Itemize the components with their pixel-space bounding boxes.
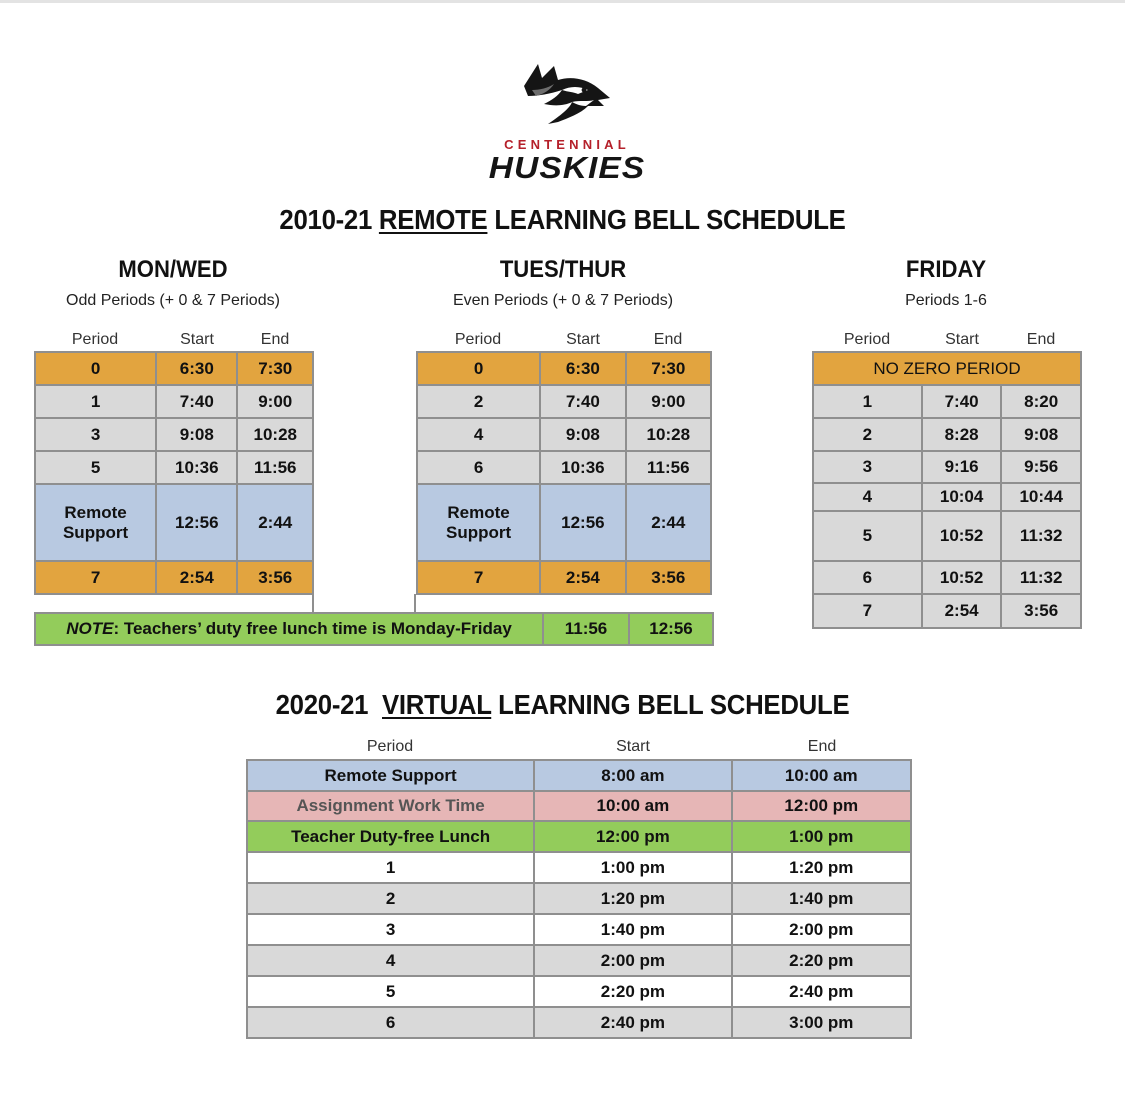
monwed-col-period: Period (71, 331, 119, 348)
remote-support-line1: Remote (447, 502, 510, 522)
period-cell: Assignment Work Time (247, 791, 534, 821)
start-cell: 2:40 pm (534, 1007, 731, 1038)
remote-title-underlined: REMOTE (378, 204, 488, 235)
friday-col-start: Start (945, 331, 979, 348)
top-border (0, 0, 1125, 3)
table-row (813, 352, 1081, 385)
period-cell: 4 (247, 945, 534, 976)
table-row (35, 418, 313, 451)
table-row (813, 594, 1081, 628)
start-cell: 8:00 am (534, 760, 731, 791)
tuesthur-col-end: End (653, 331, 683, 348)
table-row (417, 484, 711, 561)
period-cell: 4 (813, 483, 922, 511)
note-label: NOTE (66, 619, 114, 638)
end-cell: 2:00 pm (732, 914, 911, 945)
logo-mascot-name: HUSKIES (488, 150, 646, 185)
table-row (417, 561, 711, 594)
end-cell: 10:44 (1001, 483, 1081, 511)
virtual-col-period: Period (366, 738, 414, 755)
remote-title-prefix: 2010-21 (279, 204, 379, 235)
end-cell: 2:44 (626, 484, 711, 561)
start-cell: 7:40 (156, 385, 237, 418)
lunch-note-start: 11:56 (543, 613, 629, 645)
end-cell: 10:28 (237, 418, 313, 451)
logo-school-name: CENTENNIAL (504, 137, 630, 152)
period-cell: 0 (35, 352, 156, 385)
tuesthur-col-period: Period (454, 331, 502, 348)
table-row (35, 352, 313, 385)
end-cell: 7:30 (626, 352, 711, 385)
virtual-table (246, 759, 912, 1039)
virtual-title-prefix: 2020-21 (275, 689, 383, 720)
note-body: : Teachers’ duty free lunch time is Monday-Friday (113, 619, 512, 638)
remote-support-line2: Support (62, 522, 129, 542)
end-cell: 10:28 (626, 418, 711, 451)
tuesthur-table (416, 351, 712, 595)
table-row (813, 451, 1081, 483)
school-logo (462, 60, 672, 185)
end-cell: 3:56 (626, 561, 711, 594)
end-cell: 9:56 (1001, 451, 1081, 483)
period-cell: 5 (813, 511, 922, 561)
end-cell: 9:00 (626, 385, 711, 418)
tuesthur-col-start: Start (566, 331, 600, 348)
table-row (813, 483, 1081, 511)
end-cell: 2:40 pm (732, 976, 911, 1007)
remote-support-line2: Support (446, 522, 512, 542)
table-row (35, 385, 313, 418)
period-cell: 3 (247, 914, 534, 945)
period-cell: 1 (247, 852, 534, 883)
table-row (813, 561, 1081, 594)
start-cell: 2:54 (156, 561, 237, 594)
divider-line (312, 594, 314, 612)
virtual-col-start: Start (616, 738, 650, 755)
monwed-col-end: End (260, 331, 290, 348)
period-cell: 3 (35, 418, 156, 451)
period-cell: Teacher Duty-free Lunch (247, 821, 534, 852)
end-cell: 12:00 pm (732, 791, 911, 821)
end-cell: 11:56 (237, 451, 313, 484)
start-cell: 12:56 (540, 484, 625, 561)
start-cell: 1:40 pm (534, 914, 731, 945)
start-cell: 7:40 (922, 385, 1002, 418)
start-cell: 10:52 (922, 511, 1002, 561)
no-zero-period-cell: NO ZERO PERIOD (813, 352, 1081, 385)
table-row (247, 1007, 911, 1038)
period-cell: 0 (417, 352, 540, 385)
start-cell: 2:20 pm (534, 976, 731, 1007)
period-cell: 1 (813, 385, 922, 418)
period-cell: 7 (813, 594, 922, 628)
virtual-title-suffix: LEARNING BELL SCHEDULE (491, 689, 850, 720)
virtual-schedule-title (45, 689, 1080, 721)
end-cell: 1:00 pm (732, 821, 911, 852)
table-row (247, 883, 911, 914)
friday-col-end: End (1026, 331, 1056, 348)
remote-schedule-title (45, 204, 1080, 236)
friday-subheading: Periods 1-6 (905, 292, 987, 309)
period-cell: 1 (35, 385, 156, 418)
period-cell (417, 484, 540, 561)
lunch-note-row (34, 612, 714, 644)
start-cell: 10:36 (540, 451, 625, 484)
friday-table (812, 351, 1082, 629)
end-cell: 9:00 (237, 385, 313, 418)
table-row (813, 418, 1081, 451)
table-row (417, 352, 711, 385)
table-row (417, 451, 711, 484)
end-cell: 10:00 am (732, 760, 911, 791)
start-cell: 12:56 (156, 484, 237, 561)
start-cell: 12:00 pm (534, 821, 731, 852)
period-cell: 2 (813, 418, 922, 451)
monwed-heading: MON/WED (118, 256, 228, 283)
start-cell: 10:00 am (534, 791, 731, 821)
table-row (247, 914, 911, 945)
start-cell: 10:52 (922, 561, 1002, 594)
end-cell: 2:44 (237, 484, 313, 561)
tuesthur-subheading: Even Periods (+ 0 & 7 Periods) (452, 292, 674, 309)
end-cell: 11:32 (1001, 561, 1081, 594)
tuesthur-heading: TUES/THUR (499, 256, 627, 283)
end-cell: 11:56 (626, 451, 711, 484)
end-cell: 8:20 (1001, 385, 1081, 418)
start-cell: 2:54 (922, 594, 1002, 628)
end-cell: 1:20 pm (732, 852, 911, 883)
start-cell: 1:00 pm (534, 852, 731, 883)
remote-title-suffix: LEARNING BELL SCHEDULE (487, 204, 846, 235)
start-cell: 9:08 (540, 418, 625, 451)
period-cell: 7 (417, 561, 540, 594)
table-row (813, 511, 1081, 561)
period-cell: 5 (35, 451, 156, 484)
table-row (247, 852, 911, 883)
end-cell: 3:00 pm (732, 1007, 911, 1038)
table-row (417, 418, 711, 451)
remote-support-line1: Remote (64, 502, 127, 522)
table-row (35, 561, 313, 594)
period-cell: Remote Support (247, 760, 534, 791)
table-row (247, 945, 911, 976)
period-cell: 2 (417, 385, 540, 418)
start-cell: 9:08 (156, 418, 237, 451)
start-cell: 6:30 (156, 352, 237, 385)
period-cell: 6 (417, 451, 540, 484)
end-cell: 3:56 (1001, 594, 1081, 628)
table-row (247, 791, 911, 821)
end-cell: 9:08 (1001, 418, 1081, 451)
period-cell: 7 (35, 561, 156, 594)
table-row (813, 385, 1081, 418)
end-cell: 1:40 pm (732, 883, 911, 914)
table-row (35, 451, 313, 484)
period-cell: 2 (247, 883, 534, 914)
virtual-col-end: End (807, 738, 837, 755)
table-row (417, 385, 711, 418)
start-cell: 8:28 (922, 418, 1002, 451)
friday-col-period: Period (843, 331, 891, 348)
start-cell: 7:40 (540, 385, 625, 418)
table-row (247, 760, 911, 791)
lunch-note-text (35, 613, 543, 645)
end-cell: 11:32 (1001, 511, 1081, 561)
table-row (247, 821, 911, 852)
husky-head-icon (518, 60, 614, 126)
start-cell: 9:16 (922, 451, 1002, 483)
table-row (35, 484, 313, 561)
start-cell: 10:36 (156, 451, 237, 484)
divider-line (414, 594, 416, 612)
table-row (247, 976, 911, 1007)
end-cell: 3:56 (237, 561, 313, 594)
period-cell (35, 484, 156, 561)
monwed-table (34, 351, 314, 595)
period-cell: 6 (813, 561, 922, 594)
start-cell: 10:04 (922, 483, 1002, 511)
friday-heading: FRIDAY (905, 256, 987, 283)
start-cell: 2:54 (540, 561, 625, 594)
start-cell: 6:30 (540, 352, 625, 385)
end-cell: 7:30 (237, 352, 313, 385)
end-cell: 2:20 pm (732, 945, 911, 976)
period-cell: 4 (417, 418, 540, 451)
lunch-note-end: 12:56 (629, 613, 713, 645)
period-cell: 3 (813, 451, 922, 483)
period-cell: 5 (247, 976, 534, 1007)
virtual-title-underlined: VIRTUAL (382, 689, 492, 720)
start-cell: 1:20 pm (534, 883, 731, 914)
monwed-subheading: Odd Periods (+ 0 & 7 Periods) (66, 292, 280, 309)
monwed-col-start: Start (180, 331, 214, 348)
period-cell: 6 (247, 1007, 534, 1038)
start-cell: 2:00 pm (534, 945, 731, 976)
